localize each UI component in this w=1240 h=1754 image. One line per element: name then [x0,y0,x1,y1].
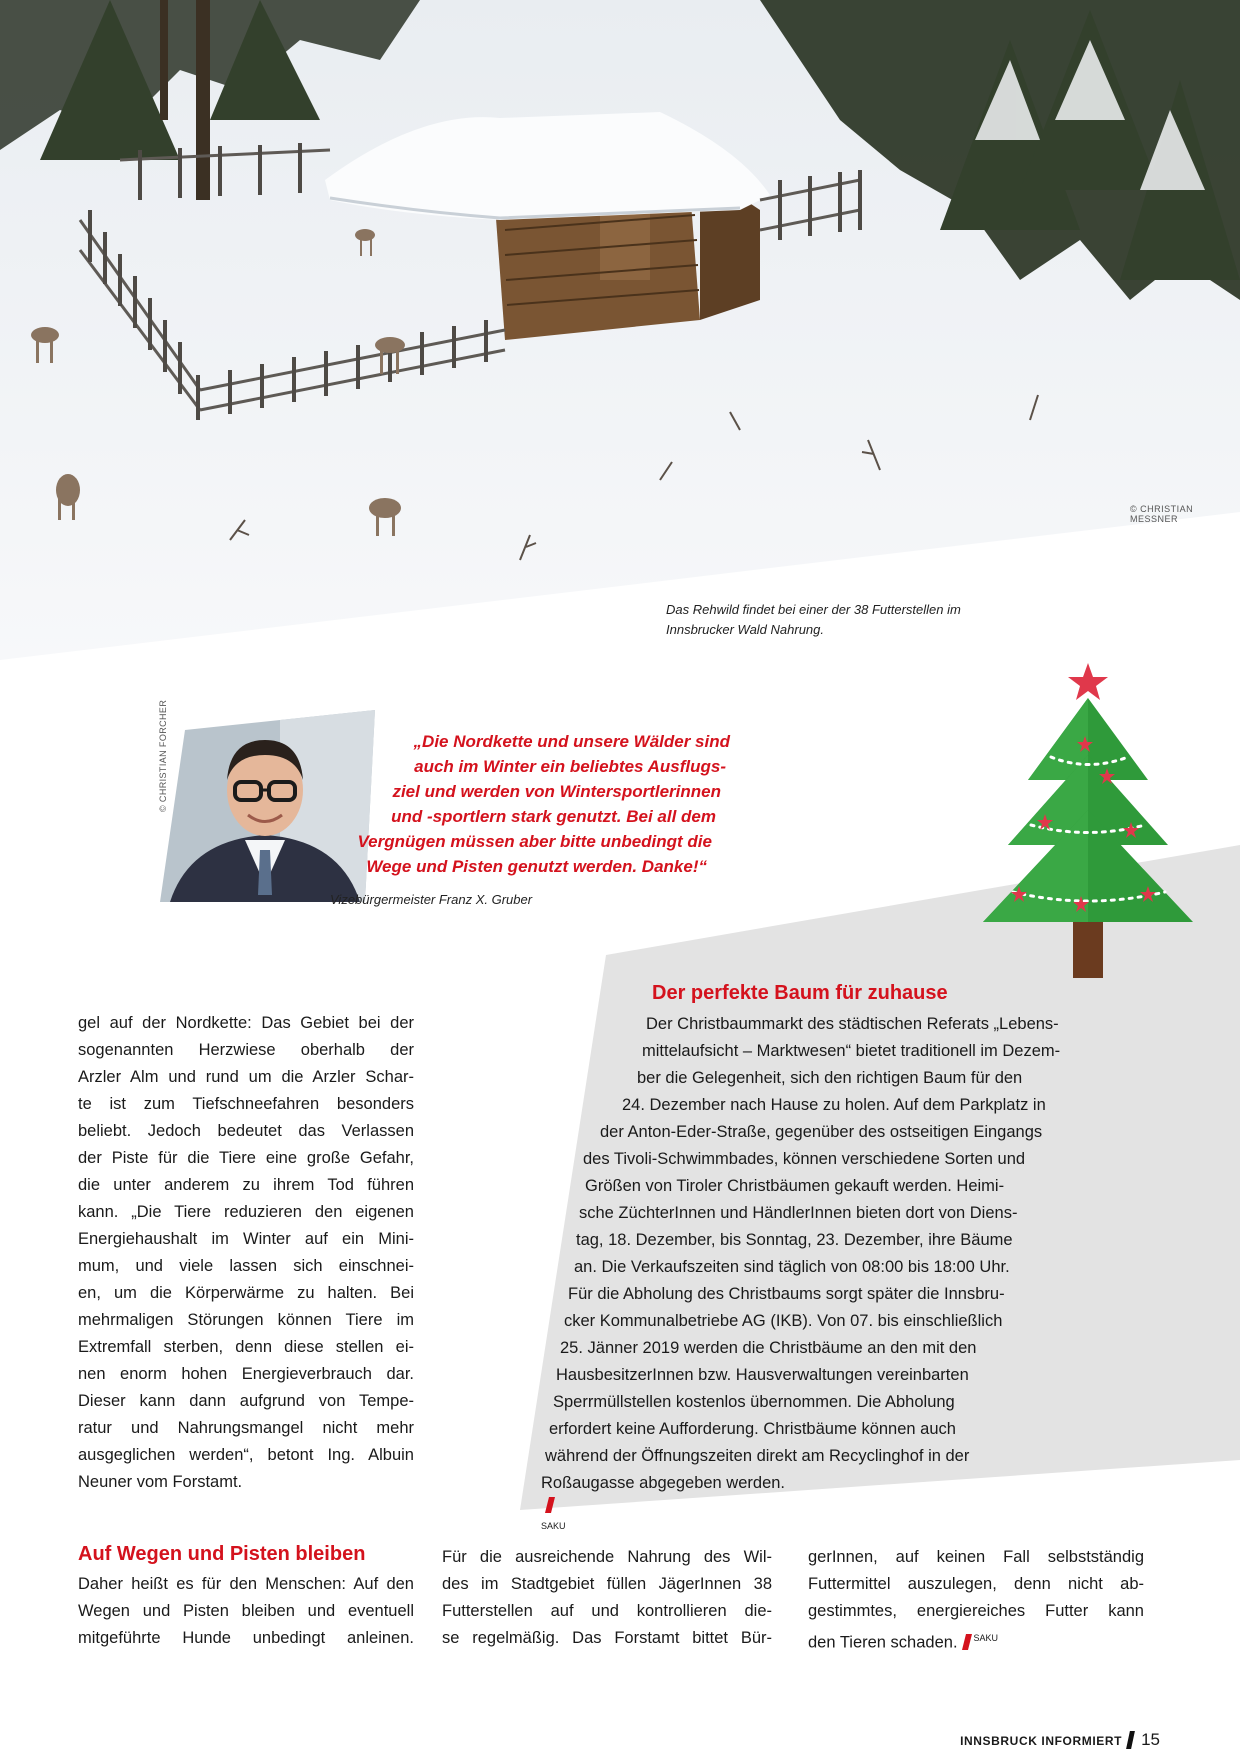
text-line: ratur und Nahrungsmangel nicht mehr [78,1419,414,1437]
text-line: Futtermittel auszulegen, denn nicht ab- [808,1575,1144,1593]
box-line: Für die Abholung des Christbaums sorgt später die Innsbru- [568,1285,1005,1303]
box-line: 24. Dezember nach Hause zu holen. Auf dem Parkplatz in [622,1096,1046,1114]
portrait-credit: © CHRISTIAN FORCHER [158,699,168,812]
box-line: der Anton-Eder-Straße, gegenüber des ostseitigen Eingangs [600,1123,1043,1141]
box-line: tag, 18. Dezember, bis Sonntag, 23. Dezember, ihre Bäume [576,1231,1013,1249]
quote-line: auch im Winter ein beliebtes Ausflugs- [414,757,726,776]
box-line: Sperrmüllstellen kostenlos übernommen. Die Abholung [553,1393,955,1411]
box-line: an. Die Verkaufszeiten sind täglich von 08:00 bis 18:00 Uhr. [574,1258,1010,1276]
text-line: die unter anderem zu ihrem Tod führen [78,1176,414,1194]
text-line: mehrmaligen Störungen können Tiere im [78,1311,414,1329]
pull-quote [300,729,730,879]
text-line: te ist zum Tiefschneefahren besonders [78,1095,414,1113]
box-line: mittelaufsicht – Marktwesen“ bietet traditionell im Dezem- [642,1042,1061,1060]
signature-mark [545,1497,555,1513]
text-line: Arzler Alm und rund um die Arzler Schar- [78,1068,414,1086]
section-column-3 [808,1544,1144,1657]
text-line-content: den Tieren schaden. [808,1633,958,1652]
quote-line: ziel und werden von Wintersportlerinnen [392,782,721,801]
box-line: HausbesitzerInnen bzw. Hausverwaltungen vereinbarten [556,1366,969,1384]
section-column-2 [442,1544,772,1652]
quote-line: Vergnügen müssen aber bitte unbedingt die [357,832,712,851]
section-column-1 [78,1571,414,1652]
box-line: sche ZüchterInnen und HändlerInnen bieten dort von Diens- [579,1204,1018,1222]
quote-author: Vizebürgermeister Franz X. Gruber [330,892,533,907]
text-line: der Piste für die Tiere eine große Gefahr, [78,1149,414,1167]
text-line: se regelmäßig. Das Forstamt bittet Bür- [442,1629,772,1647]
box-line [541,1470,1160,1540]
star-icon [1068,663,1108,700]
box-line: Größen von Tiroler Christbäumen gekauft werden. Heimi- [585,1177,1005,1195]
christmas-tree-illustration [983,660,1207,980]
left-column-text [78,1010,414,1496]
page-number: 15 [1141,1730,1160,1749]
text-line: des im Stadtgebiet füllen JägerInnen 38 [442,1575,772,1593]
box-line: Der Christbaummarkt des städtischen Referats „Lebens- [646,1015,1059,1033]
text-line: nen enorm hohen Energieverbrauch dar. [78,1365,414,1383]
text-line: Extremfall sterben, denn diese stellen ei- [78,1338,414,1356]
box-line: erfordert keine Aufforderung. Christbäume können auch [549,1420,956,1438]
box-line: 25. Jänner 2019 werden die Christbäume an den mit den [560,1339,977,1357]
text-line: Dieser kann dann aufgrund von Tempe- [78,1392,414,1410]
box-line-text: Roßaugasse abgegeben werden. [541,1474,786,1492]
box-line: während der Öffnungszeiten direkt am Recyclinghof in der [545,1447,970,1465]
caption-line: Innsbrucker Wald Nahrung. [666,622,825,637]
box-line: ber die Gelegenheit, sich den richtigen Baum für den [637,1069,1023,1087]
box-heading: Der perfekte Baum für zuhause [652,982,948,1004]
quote-line: und -sportlern stark genutzt. Bei all dem [391,807,716,826]
text-line: ausgeglichen werden“, betont Ing. Albuin [78,1446,414,1464]
footer-divider [1126,1731,1135,1749]
text-line: gestimmtes, energiereiches Futter kann [808,1602,1144,1620]
text-line: Energiehaushalt im Winter auf ein Mini- [78,1230,414,1248]
caption-line: Das Rehwild findet bei einer der 38 Futterstellen im [666,602,961,617]
text-line: kann. „Die Tiere reduzieren den eigenen [78,1203,414,1221]
box-line: cker Kommunalbetriebe AG (IKB). Von 07. bis einschließlich [564,1312,1003,1330]
text-line: Wegen und Pisten bleiben und eventuell [78,1602,414,1620]
photo-credit: © CHRISTIAN MESSNER [1130,504,1194,524]
box-body [541,1011,1160,1540]
text-line: Neuner vom Forstamt. [78,1473,243,1491]
text-line [808,1625,1144,1657]
text-line: gerInnen, auf keinen Fall selbstständig [808,1548,1144,1566]
text-line: beliebt. Jedoch bedeutet das Verlassen [78,1122,414,1140]
text-line: Futterstellen auf und kontrollieren die- [442,1602,772,1620]
box-line: des Tivoli-Schwimmbades, können verschiedene Sorten und [583,1150,1026,1168]
text-line: en, um die Körperwärme zu halten. Bei [78,1284,414,1302]
text-line: Für die ausreichende Nahrung des Wil- [442,1548,772,1566]
publication-name: INNSBRUCK INFORMIERT [960,1734,1123,1748]
text-line: sogenannten Herzwiese oberhalb der [78,1041,414,1059]
text-line: mitgeführte Hunde unbedingt anleinen. [78,1629,414,1647]
section-heading: Auf Wegen und Pisten bleiben [78,1543,366,1565]
text-line: Daher heißt es für den Menschen: Auf den [78,1575,414,1593]
quote-line: Wege und Pisten genutzt werden. Danke!“ [366,857,707,876]
signature-label: SAKU [973,1633,999,1643]
page-footer [960,1730,1160,1750]
signature-label: SAKU [541,1521,566,1531]
text-line: mum, und viele lassen sich einschnei- [78,1257,414,1275]
text-line: gel auf der Nordkette: Das Gebiet bei der [78,1014,414,1032]
signature-mark [962,1634,972,1650]
quote-line: „Die Nordkette und unsere Wälder sind [413,732,730,751]
